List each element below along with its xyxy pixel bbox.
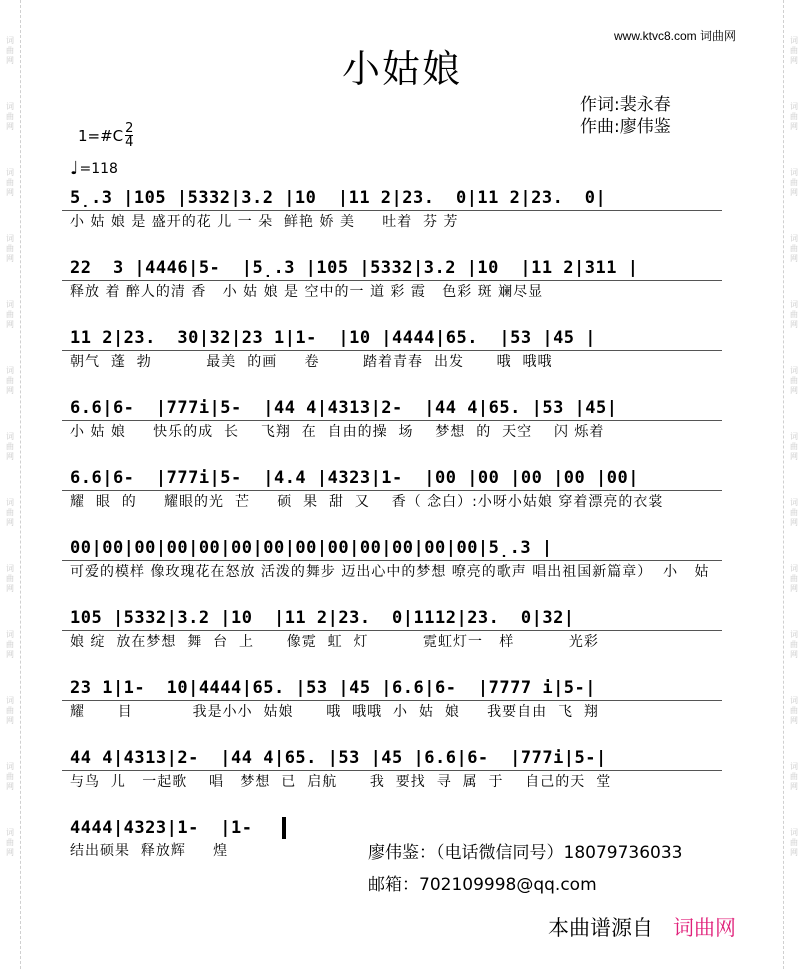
watermark-block <box>6 102 14 132</box>
watermark-char: 网 <box>6 782 14 791</box>
notation-line: 6.6|6- |777i|5- |44 4|4313|2- |44 4|65. |53 |45| <box>62 396 722 421</box>
watermark-char: 网 <box>790 320 798 329</box>
final-barline <box>282 817 286 839</box>
watermark-char: 曲 <box>6 442 14 451</box>
watermark-char: 词 <box>6 300 14 309</box>
watermark-char: 词 <box>6 102 14 111</box>
site-url[interactable]: www.ktvc8.com <box>614 29 697 43</box>
watermark-block <box>6 762 14 792</box>
watermark-block <box>6 300 14 330</box>
watermark-char: 网 <box>6 386 14 395</box>
lyrics-line: 释放 着 醉人的清 香 小 姑 娘 是 空中的一 道 彩 霞 色彩 斑 斓尽显 <box>70 284 544 300</box>
watermark-char: 网 <box>6 650 14 659</box>
tempo-value: =118 <box>79 160 118 177</box>
lyrics-line: 小 姑 娘 快乐的成 长 飞翔 在 自由的操 场 梦想 的 天空 闪 烁着 <box>70 424 605 440</box>
lyrics-line: 朝气 蓬 勃 最美 的画 卷 踏着青春 出发 哦 哦哦 <box>70 354 553 370</box>
watermark-char: 词 <box>790 102 798 111</box>
lyrics-line: 可爱的模样 像玫瑰花在怒放 活泼的舞步 迈出心中的梦想 嘹亮的歌声 唱出祖国新篇章） 小 姑 <box>70 564 710 580</box>
watermark-block <box>790 762 798 792</box>
source-site[interactable]: 词曲网 <box>673 916 736 940</box>
watermark-block <box>790 432 798 462</box>
watermark-char: 曲 <box>790 838 798 847</box>
watermark-char: 曲 <box>6 178 14 187</box>
watermark-char: 词 <box>790 366 798 375</box>
notation-line: 44 4|4313|2- |44 4|65. |53 |45 |6.6|6- |777i|5-| <box>62 746 722 771</box>
score-row <box>62 256 722 303</box>
watermark-char: 曲 <box>790 310 798 319</box>
lyrics-line: 结出硕果 释放辉 煌 <box>70 843 229 859</box>
watermark-char: 词 <box>6 366 14 375</box>
watermark-char: 网 <box>6 848 14 857</box>
watermark-char: 词 <box>6 696 14 705</box>
watermark-char: 曲 <box>790 640 798 649</box>
watermark-char: 网 <box>790 650 798 659</box>
quarter-note-icon: ♩ <box>70 158 79 179</box>
watermark-block <box>790 366 798 396</box>
watermark-block <box>6 564 14 594</box>
notation-line: 4444|4323|1- |1- <box>62 816 722 840</box>
source-label: 本曲谱源自 <box>548 916 653 940</box>
watermark-char: 网 <box>790 188 798 197</box>
watermark-char: 网 <box>6 56 14 65</box>
watermark-char: 曲 <box>6 508 14 517</box>
left-watermark-strip <box>0 0 21 969</box>
watermark-char: 曲 <box>6 244 14 253</box>
watermark-char: 曲 <box>6 640 14 649</box>
score-row <box>62 746 722 793</box>
watermark-char: 曲 <box>790 442 798 451</box>
notation-line: 23 1|1- 10|4444|65. |53 |45 |6.6|6- |7777 i|5-| <box>62 676 722 701</box>
site-name[interactable]: 词曲网 <box>700 29 737 43</box>
watermark-char: 词 <box>790 696 798 705</box>
watermark-char: 词 <box>790 828 798 837</box>
notation-line: 105 |5332|3.2 |10 |11 2|23. 0|1112|23. 0|32| <box>62 606 722 631</box>
watermark-char: 词 <box>790 762 798 771</box>
watermark-char: 网 <box>6 188 14 197</box>
watermark-char: 曲 <box>790 508 798 517</box>
key-signature <box>78 122 133 149</box>
watermark-char: 曲 <box>790 244 798 253</box>
watermark-char: 曲 <box>6 310 14 319</box>
watermark-char: 词 <box>790 564 798 573</box>
watermark-char: 网 <box>790 584 798 593</box>
score-row <box>62 326 722 373</box>
watermark-char: 词 <box>6 234 14 243</box>
watermark-block <box>790 828 798 858</box>
watermark-char: 网 <box>790 56 798 65</box>
watermark-char: 曲 <box>790 46 798 55</box>
watermark-char: 曲 <box>6 46 14 55</box>
time-denominator: 4 <box>125 135 134 150</box>
notation-line: 11 2|23. 30|32|23 1|1- |10 |4444|65. |53 |45 | <box>62 326 722 351</box>
watermark-char: 网 <box>790 254 798 263</box>
watermark-block <box>790 102 798 132</box>
watermark-char: 词 <box>6 36 14 45</box>
notation-line: 6.6|6- |777i|5- |4.4 |4323|1- |00 |00 |00 |00 |00| <box>62 466 722 491</box>
watermark-char: 网 <box>790 386 798 395</box>
watermark-char: 曲 <box>790 772 798 781</box>
credits <box>580 94 671 138</box>
watermark-char: 网 <box>6 584 14 593</box>
source-credit <box>548 912 736 942</box>
watermark-char: 网 <box>6 320 14 329</box>
watermark-char: 网 <box>6 254 14 263</box>
lyrics-line: 与鸟 儿 一起歌 唱 梦想 已 启航 我 要找 寻 属 于 自己的天 堂 <box>70 774 612 790</box>
watermark-block <box>790 696 798 726</box>
watermark-char: 网 <box>6 122 14 131</box>
watermark-char: 曲 <box>6 574 14 583</box>
watermark-char: 网 <box>6 518 14 527</box>
time-numerator: 2 <box>125 121 134 136</box>
notation-line: 22 3 |4446|5- |5̣.3 |105 |5332|3.2 |10 |11 2|311 | <box>62 256 722 281</box>
watermark-char: 网 <box>790 848 798 857</box>
watermark-char: 词 <box>790 498 798 507</box>
score-row <box>62 536 722 583</box>
watermark-block <box>790 168 798 198</box>
notation-line: 00|00|00|00|00|00|00|00|00|00|00|00|00|5̣.3 | <box>62 536 722 561</box>
watermark-char: 网 <box>790 452 798 461</box>
score-row <box>62 466 722 513</box>
watermark-char: 曲 <box>6 706 14 715</box>
watermark-char: 词 <box>6 828 14 837</box>
song-title: 小姑娘 <box>341 47 462 91</box>
watermark-block <box>790 300 798 330</box>
notation-line: 5̣.3 |105 |5332|3.2 |10 |11 2|23. 0|11 2|23. 0| <box>62 186 722 211</box>
watermark-char: 词 <box>6 432 14 441</box>
watermark-char: 曲 <box>6 376 14 385</box>
watermark-char: 词 <box>6 630 14 639</box>
watermark-char: 曲 <box>790 178 798 187</box>
time-signature <box>125 122 133 149</box>
score-row <box>62 676 722 723</box>
watermark-char: 网 <box>790 782 798 791</box>
watermark-block <box>790 234 798 264</box>
watermark-char: 词 <box>6 498 14 507</box>
watermark-char: 网 <box>6 452 14 461</box>
watermark-char: 词 <box>790 300 798 309</box>
tempo-marking <box>70 158 118 179</box>
lyrics-line: 耀 眼 的 耀眼的光 芒 硕 果 甜 又 香（ 念白）:小呀小姑娘 穿着漂亮的衣裳 <box>70 494 664 510</box>
watermark-block <box>790 630 798 660</box>
watermark-block <box>790 498 798 528</box>
watermark-char: 曲 <box>790 112 798 121</box>
watermark-char: 网 <box>6 716 14 725</box>
watermark-block <box>6 432 14 462</box>
watermark-char: 词 <box>6 168 14 177</box>
watermark-block <box>6 498 14 528</box>
score-row <box>62 396 722 443</box>
lyrics-line: 小 姑 娘 是 盛开的花 儿 一 朵 鲜艳 娇 美 吐着 芬 芳 <box>70 214 459 230</box>
watermark-block <box>790 564 798 594</box>
lyrics-line: 娘 绽 放在梦想 舞 台 上 像霓 虹 灯 霓虹灯一 样 光彩 <box>70 634 599 650</box>
key-label: 1=#C <box>78 126 124 145</box>
lyricist-credit: 作词:裴永春 <box>580 95 671 115</box>
watermark-block <box>6 630 14 660</box>
score-row <box>62 186 722 233</box>
watermark-block <box>6 696 14 726</box>
watermark-char: 曲 <box>790 706 798 715</box>
watermark-block <box>6 234 14 264</box>
composer-credit: 作曲:廖伟鉴 <box>580 117 671 137</box>
watermark-char: 网 <box>790 518 798 527</box>
lyrics-line: 耀 目 我是小小 姑娘 哦 哦哦 小 姑 娘 我要自由 飞 翔 <box>70 704 599 720</box>
watermark-char: 曲 <box>6 112 14 121</box>
right-watermark-strip <box>783 0 804 969</box>
watermark-char: 曲 <box>6 772 14 781</box>
watermark-block <box>6 366 14 396</box>
watermark-char: 网 <box>790 716 798 725</box>
watermark-char: 词 <box>790 36 798 45</box>
watermark-char: 词 <box>6 564 14 573</box>
watermark-block <box>6 828 14 858</box>
watermark-char: 曲 <box>6 838 14 847</box>
watermark-char: 词 <box>790 234 798 243</box>
contact-email: 邮箱：702109998@qq.com <box>368 875 597 895</box>
watermark-char: 词 <box>6 762 14 771</box>
contact-phone: 廖伟鉴：（电话微信同号）18079736033 <box>368 843 683 863</box>
score-row <box>62 606 722 653</box>
watermark-char: 词 <box>790 168 798 177</box>
watermark-char: 曲 <box>790 376 798 385</box>
watermark-char: 词 <box>790 432 798 441</box>
watermark-char: 网 <box>790 122 798 131</box>
watermark-block <box>6 168 14 198</box>
watermark-char: 曲 <box>790 574 798 583</box>
watermark-char: 词 <box>790 630 798 639</box>
